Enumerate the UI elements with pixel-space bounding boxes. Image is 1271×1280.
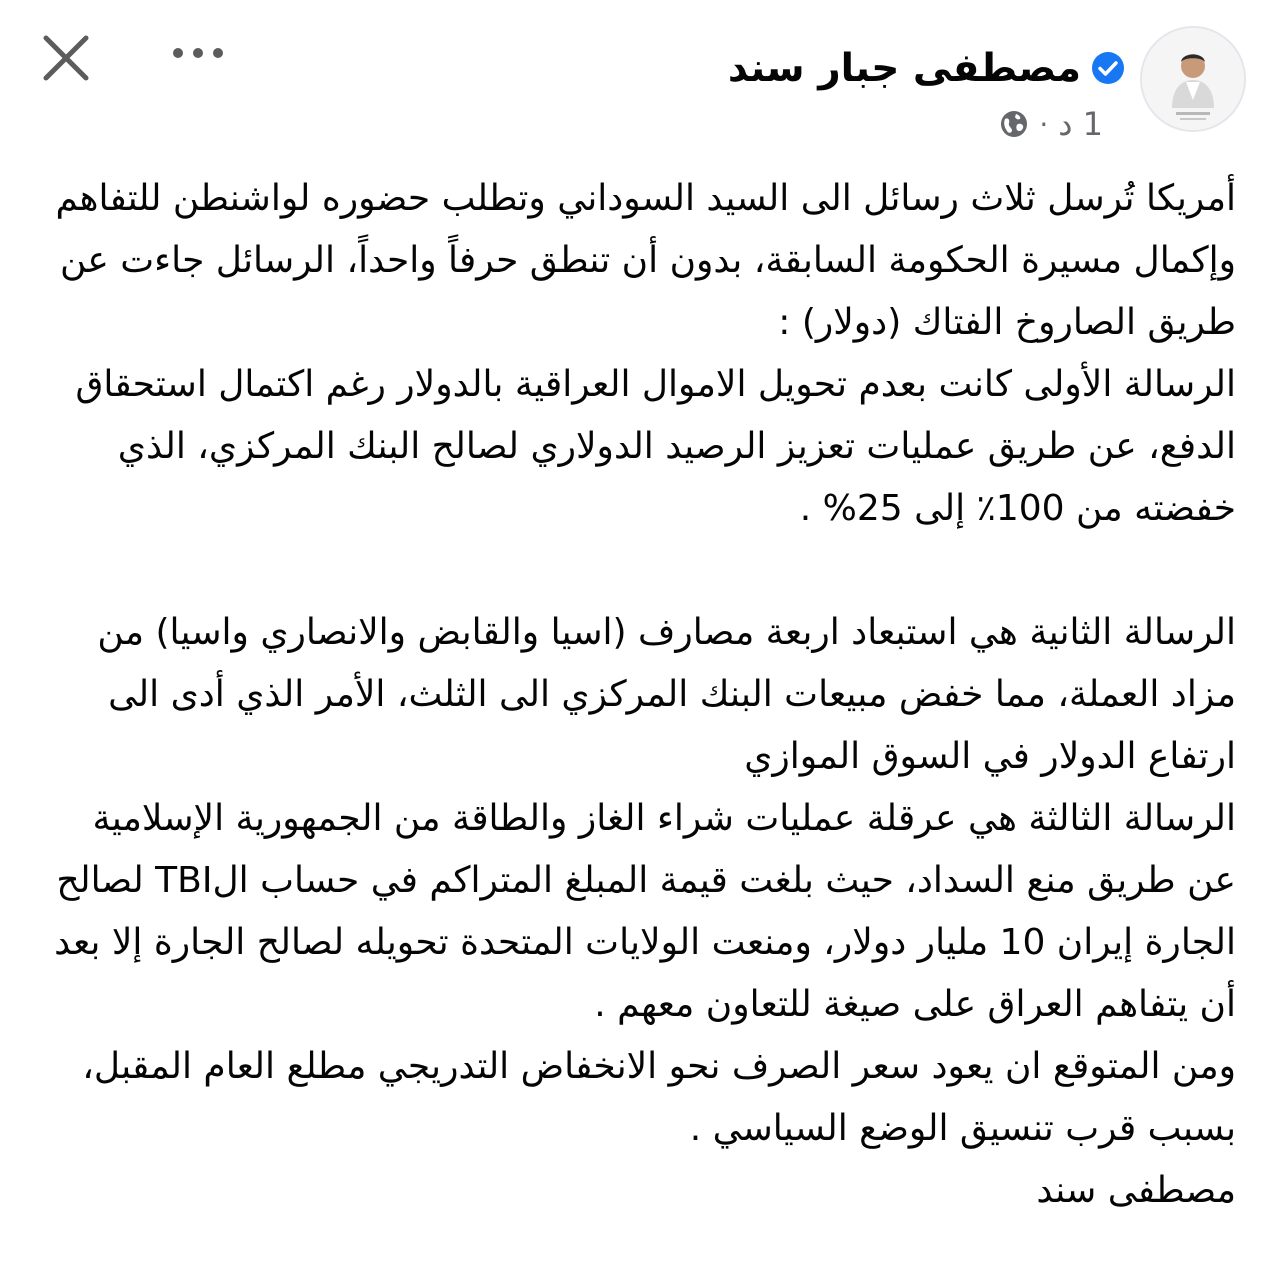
- meta-separator: ·: [1039, 107, 1049, 141]
- post-meta: [999, 104, 1103, 144]
- author-name[interactable]: مصطفى جبار سند: [727, 45, 1081, 91]
- post-timestamp[interactable]: 1 د: [1058, 105, 1103, 143]
- more-options-button[interactable]: [168, 38, 228, 68]
- author-avatar[interactable]: [1140, 26, 1246, 132]
- more-horizontal-icon: [168, 38, 228, 68]
- close-button[interactable]: [38, 30, 94, 86]
- verified-badge-icon: [1091, 51, 1125, 85]
- post-header: [0, 0, 1271, 160]
- post-text: أمريكا تُرسل ثلاث رسائل الى السيد السوداني وتطلب حضوره لواشنطن للتفاهم وإكمال مسيرة الحكومة السابقة، بدون أن تنطق حرفاً واحداً، الرسائل جاءت عن طريق الصاروخ الفتاك (دولار) : الرسالة الأولى كانت بعدم تحويل الاموال العراقية بالدولار رغم اكتمال استحقاق الدفع، عن طريق عمليات تعزيز الرصيد الدولاري لصالح البنك المركزي، الذي خفضته من 100٪ إلى 25% . الرسالة الثانية هي استبعاد اربعة مصارف (اسيا والقابض والانصاري واسيا) من مزاد العملة، مما خفض مبيعات البنك المركزي الى الثلث، الأمر الذي أدى الى ارتفاع الدولار في السوق الموازي الرسالة الثالثة هي عرقلة عمليات شراء الغاز والطاقة من الجمهورية الإسلامية عن طريق منع السداد، حيث بلغت قيمة المبلغ المتراكم في حساب الTBI لصالح الجارة إيران 10 مليار دولار، ومنعت الولايات المتحدة تحويله لصالح الجارة إلا بعد أن يتفاهم العراق على صيغة للتعاون معهم . ومن المتوقع ان يعود سعر الصرف نحو الانخفاض التدريجي مطلع العام المقبل، بسبب قرب تنسيق الوضع السياسي . مصطفى سند: [54, 178, 1236, 1211]
- profile-photo: [1142, 28, 1244, 130]
- close-icon: [38, 30, 94, 86]
- author-row: [728, 38, 1125, 98]
- globe-icon[interactable]: [999, 109, 1029, 139]
